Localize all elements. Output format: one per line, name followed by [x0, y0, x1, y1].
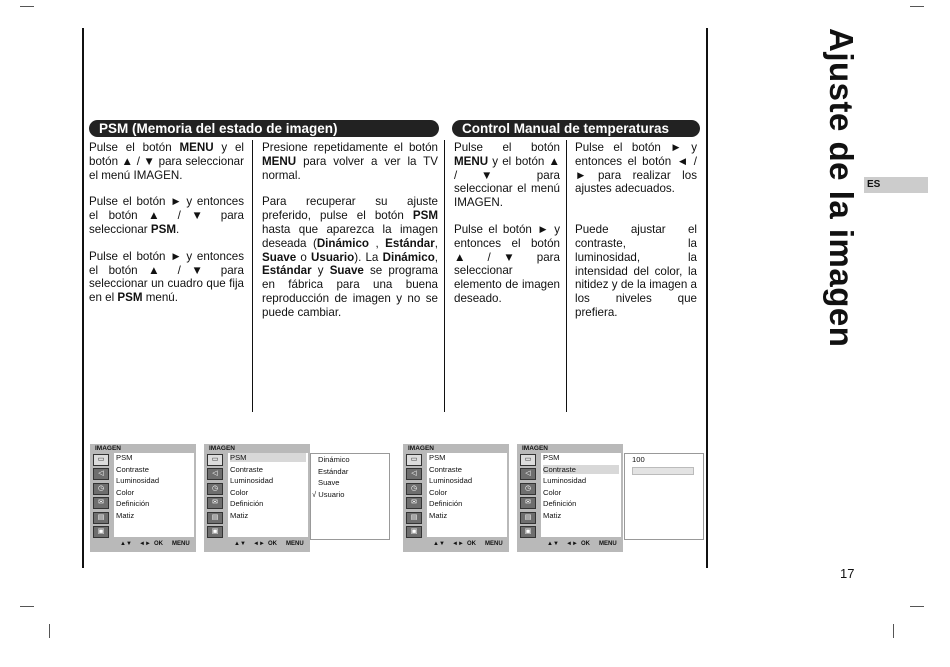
- osd-item-matiz: Matiz: [429, 510, 448, 520]
- osd-item-contraste: Contraste: [429, 464, 462, 474]
- osd-item-psm: PSM: [429, 453, 446, 462]
- paragraph: Pulse el botón ► y entonces el botón ▲ / ▼ para seleccionar un cuadro que fija en el PSM menú.: [89, 249, 244, 305]
- osd-item-luminosidad: Luminosidad: [543, 476, 587, 485]
- osd-menu-3: [403, 444, 509, 552]
- updown-icon: ▲▼: [547, 541, 559, 547]
- screen-icon: ▤: [406, 512, 422, 524]
- picture-icon: ▭: [520, 454, 536, 466]
- leftright-icon: ◄►: [139, 541, 151, 547]
- updown-icon: ▲▼: [433, 541, 445, 547]
- paragraph: Pulse el botón MENU y el botón ▲ / ▼ para seleccionar el menú IMAGEN.: [89, 141, 244, 182]
- osd-item-luminosidad: Luminosidad: [116, 476, 160, 485]
- osd-item-definicion: Definición: [116, 499, 150, 508]
- crop-mark: [20, 6, 34, 7]
- menu-label: MENU: [485, 541, 503, 547]
- osd-icon-column: [520, 454, 538, 540]
- psm-option-estandar: Estándar: [318, 466, 349, 476]
- time-icon: ◷: [406, 483, 422, 495]
- sound-icon: ◁: [406, 468, 422, 480]
- osd-item-contraste: Contraste: [543, 465, 619, 474]
- menu-label: MENU: [286, 541, 304, 547]
- crop-mark: [910, 606, 924, 607]
- osd-title: IMAGEN: [408, 445, 434, 452]
- left-border-line: [82, 28, 84, 568]
- screen-icon: ▤: [207, 512, 223, 524]
- column-divider: [444, 140, 445, 412]
- ok-label: OK: [581, 541, 590, 547]
- crop-mark: [893, 624, 894, 638]
- psm-option-usuario: √ Usuario: [312, 489, 345, 499]
- ok-label: OK: [467, 541, 476, 547]
- paragraph: Presione repetidamente el botón MENU para volver a ver la TV normal.: [262, 141, 438, 182]
- osd-menu-4: [517, 444, 623, 552]
- contrast-slider: [632, 467, 694, 475]
- screen-icon: ▤: [93, 512, 109, 524]
- updown-icon: ▲▼: [120, 541, 132, 547]
- special-icon: ✉: [93, 497, 109, 509]
- osd-item-matiz: Matiz: [230, 510, 249, 520]
- section-title-temperature: Control Manual de temperaturas: [452, 120, 700, 137]
- page-vertical-title: Ajuste de la imagen: [823, 28, 860, 348]
- crop-mark: [49, 624, 50, 638]
- paragraph: Pulse el botón ► y entonces el botón ◄ / ► para realizar los ajustes adecuados.: [575, 141, 697, 196]
- picture-icon: ▭: [93, 454, 109, 466]
- osd-item-matiz: Matiz: [116, 510, 135, 520]
- column-divider: [252, 140, 253, 412]
- section-title-psm: PSM (Memoria del estado de imagen): [89, 120, 439, 137]
- column-divider: [566, 140, 567, 412]
- special-icon: ✉: [406, 497, 422, 509]
- screen-icon: ▤: [520, 512, 536, 524]
- osd-item-psm: PSM: [116, 453, 133, 462]
- osd-item-definicion: Definición: [429, 499, 463, 508]
- paragraph: Pulse el botón MENU y el botón ▲ / ▼ para seleccionar el menú IMAGEN.: [454, 141, 560, 210]
- osd-title: IMAGEN: [522, 445, 548, 452]
- contrast-value: 100: [632, 455, 645, 464]
- time-icon: ◷: [520, 483, 536, 495]
- psm-option-dinamico: Dinámico: [318, 455, 350, 464]
- osd-item-luminosidad: Luminosidad: [429, 476, 473, 485]
- updown-icon: ▲▼: [234, 541, 246, 547]
- sound-icon: ◁: [207, 468, 223, 480]
- leftright-icon: ◄►: [253, 541, 265, 547]
- osd-item-psm: PSM: [230, 453, 306, 462]
- crop-mark: [910, 6, 924, 7]
- lock-icon: ▣: [207, 526, 223, 538]
- crop-mark: [20, 606, 34, 607]
- lock-icon: ▣: [406, 526, 422, 538]
- osd-item-color: Color: [230, 487, 249, 497]
- osd-item-color: Color: [429, 487, 448, 497]
- time-icon: ◷: [93, 483, 109, 495]
- contrast-adjust-panel: [624, 453, 704, 540]
- text-column-4: [575, 141, 697, 333]
- text-column-3: [454, 141, 560, 319]
- osd-item-color: Color: [116, 487, 135, 497]
- menu-label: MENU: [599, 541, 617, 547]
- osd-icon-column: [93, 454, 111, 540]
- right-border-line: [706, 28, 708, 568]
- sound-icon: ◁: [520, 468, 536, 480]
- picture-icon: ▭: [406, 454, 422, 466]
- osd-item-psm: PSM: [543, 453, 560, 462]
- osd-item-luminosidad: Luminosidad: [230, 476, 274, 485]
- special-icon: ✉: [207, 497, 223, 509]
- osd-item-definicion: Definición: [230, 499, 264, 508]
- paragraph: Puede ajustar el contraste, la luminosidad, la intensidad del color, la nitidez y de la imagen a los niveles que prefiera.: [575, 223, 697, 319]
- paragraph: Pulse el botón ► y entonces el botón ▲ / ▼ para seleccionar PSM.: [89, 195, 244, 236]
- picture-icon: ▭: [207, 454, 223, 466]
- psm-submenu: [310, 453, 390, 540]
- osd-title: IMAGEN: [95, 445, 121, 452]
- ok-label: OK: [154, 541, 163, 547]
- osd-icon-column: [207, 454, 225, 540]
- leftright-icon: ◄►: [566, 541, 578, 547]
- osd-icon-column: [406, 454, 424, 540]
- psm-option-suave: Suave: [318, 478, 340, 487]
- osd-menu-1: [90, 444, 196, 552]
- osd-item-definicion: Definición: [543, 499, 577, 508]
- leftright-icon: ◄►: [452, 541, 464, 547]
- paragraph: Pulse el botón ► y entonces el botón ▲ / ▼ para seleccionar elemento de imagen deseado.: [454, 222, 560, 305]
- osd-menu-2: [204, 444, 310, 552]
- ok-label: OK: [268, 541, 277, 547]
- text-column-2: [262, 141, 438, 333]
- time-icon: ◷: [207, 483, 223, 495]
- osd-title: IMAGEN: [209, 445, 235, 452]
- lock-icon: ▣: [520, 526, 536, 538]
- osd-item-contraste: Contraste: [116, 464, 149, 474]
- language-tab: ES: [864, 177, 928, 193]
- text-column-1: [89, 141, 244, 318]
- sound-icon: ◁: [93, 468, 109, 480]
- page-number: 17: [840, 566, 855, 581]
- menu-label: MENU: [172, 541, 190, 547]
- osd-item-contraste: Contraste: [230, 464, 263, 474]
- paragraph: Para recuperar su ajuste preferido, pulse el botón PSM hasta que aparezca la imagen deseada (Dinámico , Estándar, Suave o Usuario). La Dinámico, Estándar y Suave se programa en fábrica para una buena reproducción de imagen y no se puede cambiar.: [262, 195, 439, 319]
- osd-item-matiz: Matiz: [543, 510, 562, 520]
- special-icon: ✉: [520, 497, 536, 509]
- osd-item-color: Color: [543, 487, 562, 497]
- lock-icon: ▣: [93, 526, 109, 538]
